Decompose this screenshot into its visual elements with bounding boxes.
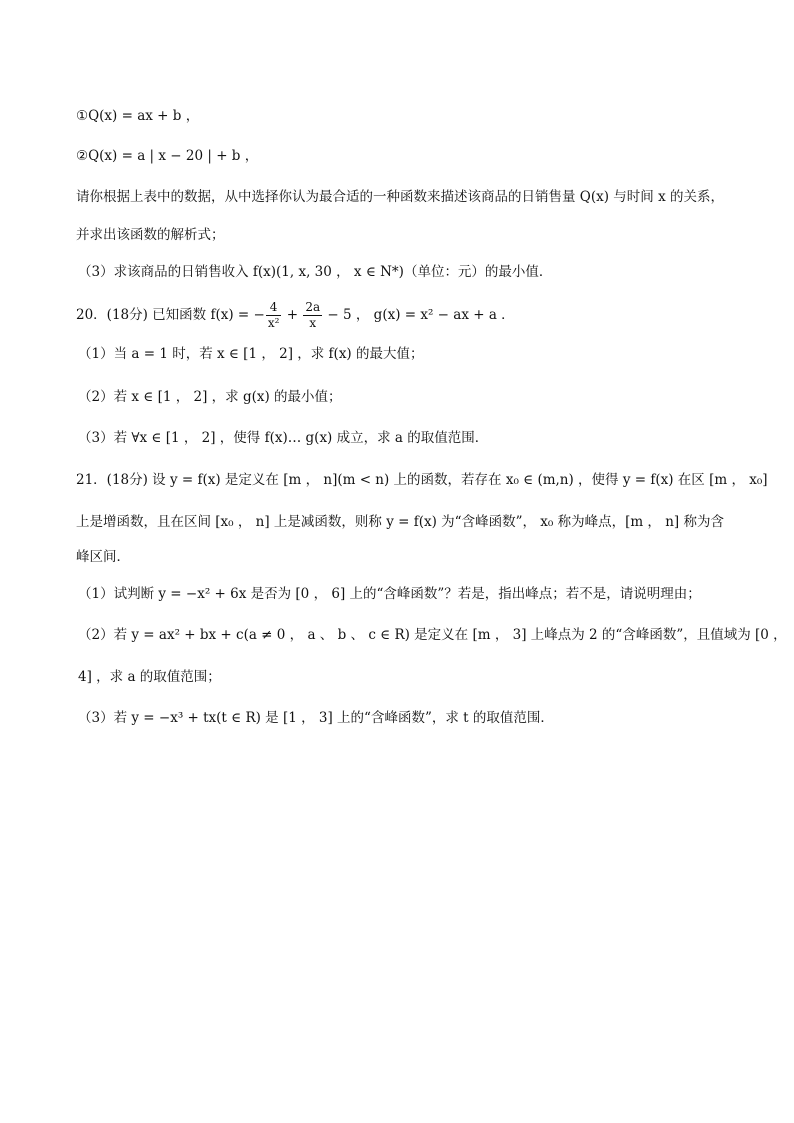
q20-plus: +	[282, 307, 303, 323]
q20-fraction-2	[303, 300, 322, 331]
q19-part-3: （3）求该商品的日销售收入 f(x)(1, x, 30 ， x ∈ N*)（单位：元）的最小值．	[78, 264, 553, 280]
q20-stem-prefix: 20．(18分) 已知函数 f(x) = −	[76, 307, 265, 323]
q20-fraction-1	[266, 300, 282, 331]
q20-stem	[76, 298, 515, 332]
q21-part-1: （1）试判断 y = −x² + 6x 是否为 [0 ， 6] 上的“含峰函数”？若是，指出峰点；若不是，请说明理由；	[78, 586, 701, 602]
q20-stem-suffix: − 5 ， g(x) = x² − ax + a ．	[323, 307, 515, 323]
q21-stem-line-1: 21．(18分) 设 y = f(x) 是定义在 [m ， n](m < n) 上的函数，若存在 x₀ ∈ (m,n) ，使得 y = f(x) 在区 [m ， x₀]	[76, 472, 768, 488]
instruction-line-2: 并求出该函数的解析式；	[76, 227, 225, 243]
q20-fraction-2-denominator: x	[309, 316, 317, 330]
q21-part-3: （3）若 y = −x³ + tx(t ∈ R) 是 [1 ， 3] 上的“含峰函数”，求 t 的取值范围．	[78, 710, 554, 726]
q20-fraction-1-numerator: 4	[266, 300, 282, 316]
q20-part-3: （3）若 ∀x ∈ [1 ， 2] ，使得 f(x)… g(x) 成立，求 a 的取值范围．	[78, 430, 489, 446]
instruction-line-1: 请你根据上表中的数据，从中选择你认为最合适的一种函数来描述该商品的日销售量 Q(x) 与时间 x 的关系，	[76, 189, 724, 205]
q21-part-2-line-1: （2）若 y = ax² + bx + c(a ≠ 0 ， a 、 b 、 c ∈ R) 是定义在 [m ， 3] 上峰点为 2 的“含峰函数”，且值域为 [0 ，	[78, 627, 787, 643]
option-2-absolute-model: ②Q(x) = a | x − 20 | + b ，	[76, 148, 259, 164]
q20-part-2: （2）若 x ∈ [1 ， 2] ，求 g(x) 的最小值；	[78, 389, 342, 405]
q21-part-2-line-2: 4] ，求 a 的取值范围；	[78, 669, 221, 685]
q20-fraction-1-denominator: x²	[267, 316, 280, 330]
option-1-linear-model: ①Q(x) = ax + b ，	[76, 108, 200, 124]
q20-fraction-2-numerator: 2a	[305, 300, 321, 314]
q20-part-1: （1）当 a = 1 时，若 x ∈ [1 ， 2] ，求 f(x) 的最大值；	[78, 346, 424, 362]
q21-stem-line-3: 峰区间．	[76, 549, 130, 565]
q21-stem-line-2: 上是增函数，且在区间 [x₀ ， n] 上是减函数，则称 y = f(x) 为“含峰函数”， x₀ 称为峰点，[m ， n] 称为含	[76, 514, 724, 530]
